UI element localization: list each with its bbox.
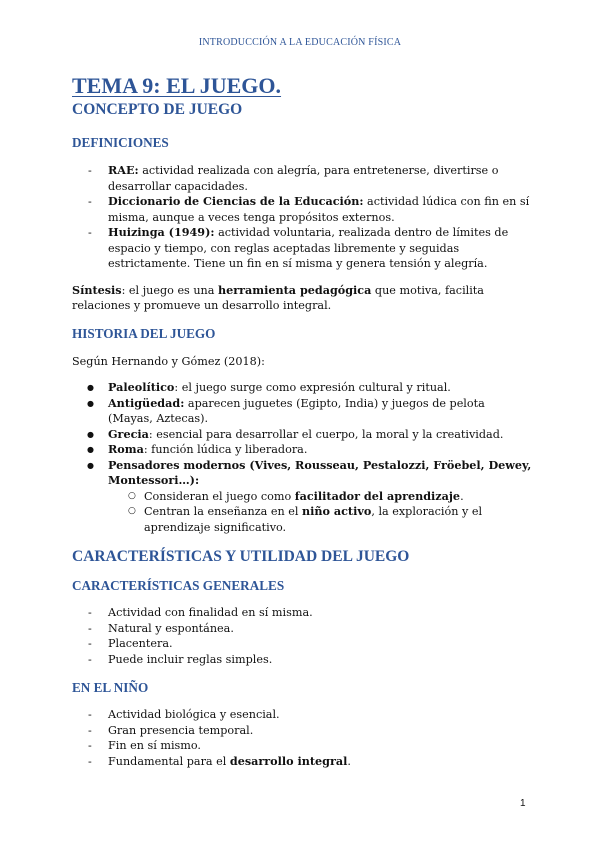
list-item: - Actividad biológica y esencial. xyxy=(72,707,532,723)
list-item: - Diccionario de Ciencias de la Educación: actividad lúdica con fin en sí misma, aunque a veces tenga propósitos externos. xyxy=(72,194,532,225)
page-header: INTRODUCCIÓN A LA EDUCACIÓN FÍSICA xyxy=(198,37,402,48)
definiciones-heading: DEFINICIONES xyxy=(72,135,169,150)
concepto-heading: CONCEPTO DE JUEGO xyxy=(72,101,243,118)
list-item: - Fin en sí mismo. xyxy=(72,738,532,754)
generales-list xyxy=(72,605,532,667)
list-item: - Puede incluir reglas simples. xyxy=(72,652,532,668)
sintesis-paragraph: Síntesis: el juego es una herramienta pedagógica que motiva, facilita relaciones y promueve un desarrollo integral. xyxy=(72,282,484,312)
list-item: ○ Consideran el juego como facilitador del aprendizaje. xyxy=(72,489,532,505)
list-item: - Huizinga (1949): actividad voluntaria, realizada dentro de límites de espacio y tiempo, con reglas aceptadas libremente y seguidas estrictamente. Tiene un fin en sí misma y genera tensión y alegría. xyxy=(72,225,532,272)
nino-heading: EN EL NIÑO xyxy=(72,680,149,695)
historia-heading: HISTORIA DEL JUEGO xyxy=(72,325,216,341)
list-item: ● Antigüedad: aparecen juguetes (Egipto, India) y juegos de pelota (Mayas, Aztecas). xyxy=(72,396,532,427)
page-content xyxy=(72,74,532,769)
generales-heading: CARACTERÍSTICAS GENERALES xyxy=(72,578,285,593)
list-item: - Natural y espontánea. xyxy=(72,621,532,637)
list-item: - Placentera. xyxy=(72,636,532,652)
list-item: - RAE: actividad realizada con alegría, para entretenerse, divertirse o desarrollar capacidades. xyxy=(72,163,532,194)
page-number: 1 xyxy=(520,798,526,809)
list-item: ○ Centran la enseñanza en el niño activo, la exploración y el aprendizaje significativo. xyxy=(72,504,532,535)
historia-intro: Según Hernando y Gómez (2018): xyxy=(72,354,265,368)
list-item: ● Grecia: esencial para desarrollar el cuerpo, la moral y la creatividad. xyxy=(72,427,532,443)
historia-sublist xyxy=(72,489,532,536)
page-title: TEMA 9: EL JUEGO. xyxy=(72,73,282,98)
caracteristicas-heading: CARACTERÍSTICAS Y UTILIDAD DEL JUEGO xyxy=(72,548,410,565)
nino-list xyxy=(72,707,532,769)
list-item: ● Pensadores modernos (Vives, Rousseau, Pestalozzi, Fröebel, Dewey, Montessori…): xyxy=(72,458,532,489)
definiciones-list xyxy=(72,163,532,272)
list-item: ● Roma: función lúdica y liberadora. xyxy=(72,442,532,458)
list-item: - Fundamental para el desarrollo integral. xyxy=(72,754,532,770)
historia-list xyxy=(72,380,532,489)
list-item: ● Paleolítico: el juego surge como expresión cultural y ritual. xyxy=(72,380,532,396)
list-item: - Actividad con finalidad en sí misma. xyxy=(72,605,532,621)
list-item: - Gran presencia temporal. xyxy=(72,723,532,739)
